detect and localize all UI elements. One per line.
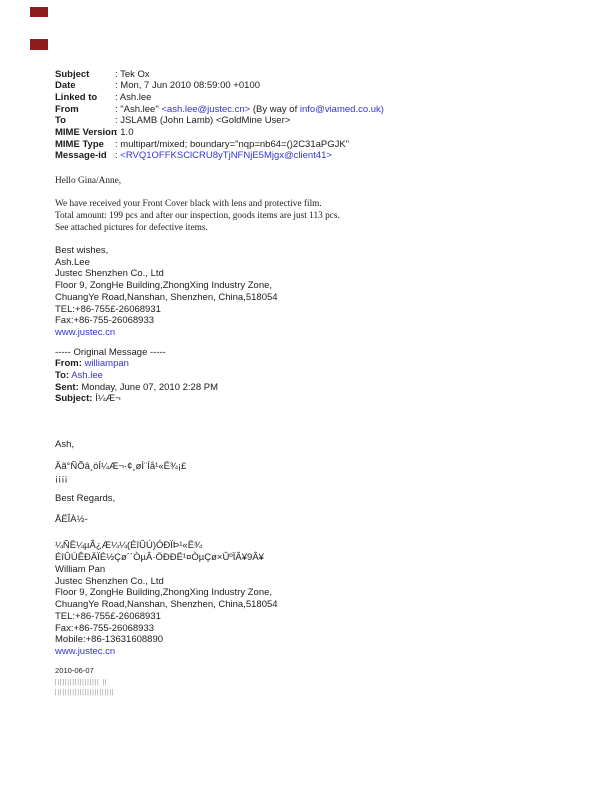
text-segment: Subject: <box>55 393 93 405</box>
text-line <box>55 223 340 235</box>
field-label: Subject <box>55 68 90 80</box>
text-line <box>55 187 340 199</box>
reply-garbled-text <box>55 461 186 484</box>
text-segment: : multipart/mixed; boundary="nqp=nb64=()2C31aPGJK" <box>115 138 350 150</box>
footer-bars-line-1: |||||||||||||||||| || <box>55 676 108 686</box>
text-segment: Justec Shenzhen Co., Ltd <box>55 268 164 280</box>
link[interactable]: <ash.lee@justec.cn> <box>161 103 251 115</box>
text-line <box>55 587 278 599</box>
text-line <box>55 280 278 292</box>
text-line <box>55 292 278 304</box>
text-line <box>55 552 264 564</box>
link[interactable]: info@viamed.co.uk) <box>299 103 384 115</box>
field-label: MIME Type <box>55 138 104 150</box>
text-segment: ChuangYe Road,Nanshan, Shenzhen, China,518054 <box>55 291 278 303</box>
text-segment: From: <box>55 358 82 370</box>
text-line <box>55 304 278 316</box>
text-line <box>55 540 264 552</box>
text-segment: Äã°ÑÕâ¸öÍ¼Æ¬·¢¸øÌ¨Íå¹«Ë¾¡£ <box>55 461 187 472</box>
reply-company-garbled <box>55 540 264 563</box>
text-line <box>55 611 278 623</box>
text-segment: William Pan <box>55 564 106 575</box>
text-segment: Best wishes, <box>55 245 109 256</box>
text-line <box>55 69 384 81</box>
text-segment: Justec Shenzhen Co., Ltd <box>55 575 164 587</box>
text-segment: : Tek Ox <box>115 68 150 80</box>
text-segment: We have received your Front Cover black with lens and protective film. <box>55 199 322 210</box>
text-segment: TEL:+86-755£-26068931 <box>55 303 161 315</box>
text-line <box>55 115 384 127</box>
text-segment: Total amount: 199 pcs and after our inspection, goods items are just 113 pcs. <box>55 211 340 222</box>
text-segment: : 1.0 <box>115 127 134 139</box>
field-label: MIME Version <box>55 127 117 139</box>
signature-william <box>55 564 278 658</box>
text-line <box>55 564 278 576</box>
text-line <box>55 268 278 280</box>
footer-bars-line-2: |||||||||||||||||||||||| <box>55 686 115 696</box>
text-segment: To: <box>55 369 70 381</box>
text-segment: TEL:+86-755£-26068931 <box>55 610 161 622</box>
field-label: Date <box>55 80 76 92</box>
text-segment: : JSLAMB (John Lamb) <GoldMine User> <box>115 115 291 127</box>
text-line <box>55 634 278 646</box>
reply-sender-name-garbled: ÅËÎÀ½- <box>55 514 88 525</box>
text-segment: Monday, June 07, 2010 2:28 PM <box>78 381 218 393</box>
text-segment: Fax:+86-755-26068933 <box>55 315 155 327</box>
red-mark-bottom <box>30 39 48 50</box>
text-segment: ----- Original Message ----- <box>55 346 166 358</box>
text-segment: See attached pictures for defective items. <box>55 223 208 234</box>
text-line <box>55 461 186 473</box>
text-line <box>55 257 278 269</box>
text-line <box>55 576 278 588</box>
text-line <box>55 623 278 635</box>
text-line <box>55 211 340 223</box>
footer-date: 2010-06-07 <box>55 665 94 675</box>
text-line <box>55 370 218 382</box>
text-line <box>55 358 218 370</box>
reply-salutation: Ash, <box>55 439 75 450</box>
field-label: From <box>55 103 79 115</box>
email-header-fields <box>55 69 384 163</box>
link[interactable]: williampan <box>84 358 129 370</box>
field-label: Message-id <box>55 150 107 162</box>
text-line <box>55 150 384 162</box>
text-segment: Í¼Æ¬ <box>92 393 121 405</box>
field-label: To <box>55 115 66 127</box>
text-line <box>55 104 384 116</box>
text-line <box>55 139 384 151</box>
text-line <box>55 92 384 104</box>
text-segment: : "Ash.lee" <box>115 103 162 115</box>
text-line <box>55 382 218 394</box>
text-segment: Ash.Lee <box>55 256 90 268</box>
text-segment: Floor 9, ZongHe Building,ZhongXing Industry Zone, <box>55 587 273 599</box>
text-line <box>55 315 278 327</box>
text-segment: ¼ÑË¼µÂ¿Æ¼¼(ÉîÛÚ)ÓÐÏÞ¹«Ë¾ <box>55 540 202 551</box>
email-body-text <box>55 176 340 236</box>
text-line <box>55 176 340 188</box>
field-label: Linked to <box>55 91 98 103</box>
text-line <box>55 199 340 211</box>
signature-ash <box>55 245 278 339</box>
text-line <box>55 646 278 658</box>
reply-regards: Best Regards, <box>55 493 116 504</box>
text-segment: Hello Gina/Anne, <box>55 175 122 186</box>
text-segment: Sent: <box>55 381 79 393</box>
text-line <box>55 327 278 339</box>
text-line <box>55 393 218 405</box>
red-mark-top <box>30 7 48 17</box>
text-segment: ÉîÛÚÊÐÄÏÉ½Çø´´ÒµÂ·ÖÐÐË¹¤ÒµÇø×ÛºÏÂ¥9Â¥ <box>55 551 264 563</box>
text-segment: : Mon, 7 Jun 2010 08:59:00 +0100 <box>115 80 260 92</box>
text-segment: : Ash.lee <box>115 91 152 103</box>
text-segment: (By way of <box>250 103 300 115</box>
original-message-header <box>55 347 218 406</box>
text-line <box>55 127 384 139</box>
text-line <box>55 245 278 257</box>
link[interactable]: <RVQ1OFFKSClCRU8yTjNFNjE5Mjgx@client41> <box>120 150 332 162</box>
text-segment: ¡¡¡¡ <box>55 472 68 484</box>
link[interactable]: www.justec.cn <box>55 326 116 338</box>
link[interactable]: www.justec.cn <box>55 645 116 657</box>
text-segment: Floor 9, ZongHe Building,ZhongXing Industry Zone, <box>55 280 273 292</box>
text-line <box>55 80 384 92</box>
text-line <box>55 599 278 611</box>
text-segment: : <box>115 150 121 162</box>
text-line <box>55 347 218 359</box>
text-segment: Mobile:+86-13631608890 <box>55 634 164 646</box>
text-segment: Fax:+86-755-26068933 <box>55 622 155 634</box>
text-line <box>55 473 186 485</box>
link[interactable]: Ash.lee <box>71 369 103 381</box>
text-segment: ChuangYe Road,Nanshan, Shenzhen, China,518054 <box>55 599 278 611</box>
